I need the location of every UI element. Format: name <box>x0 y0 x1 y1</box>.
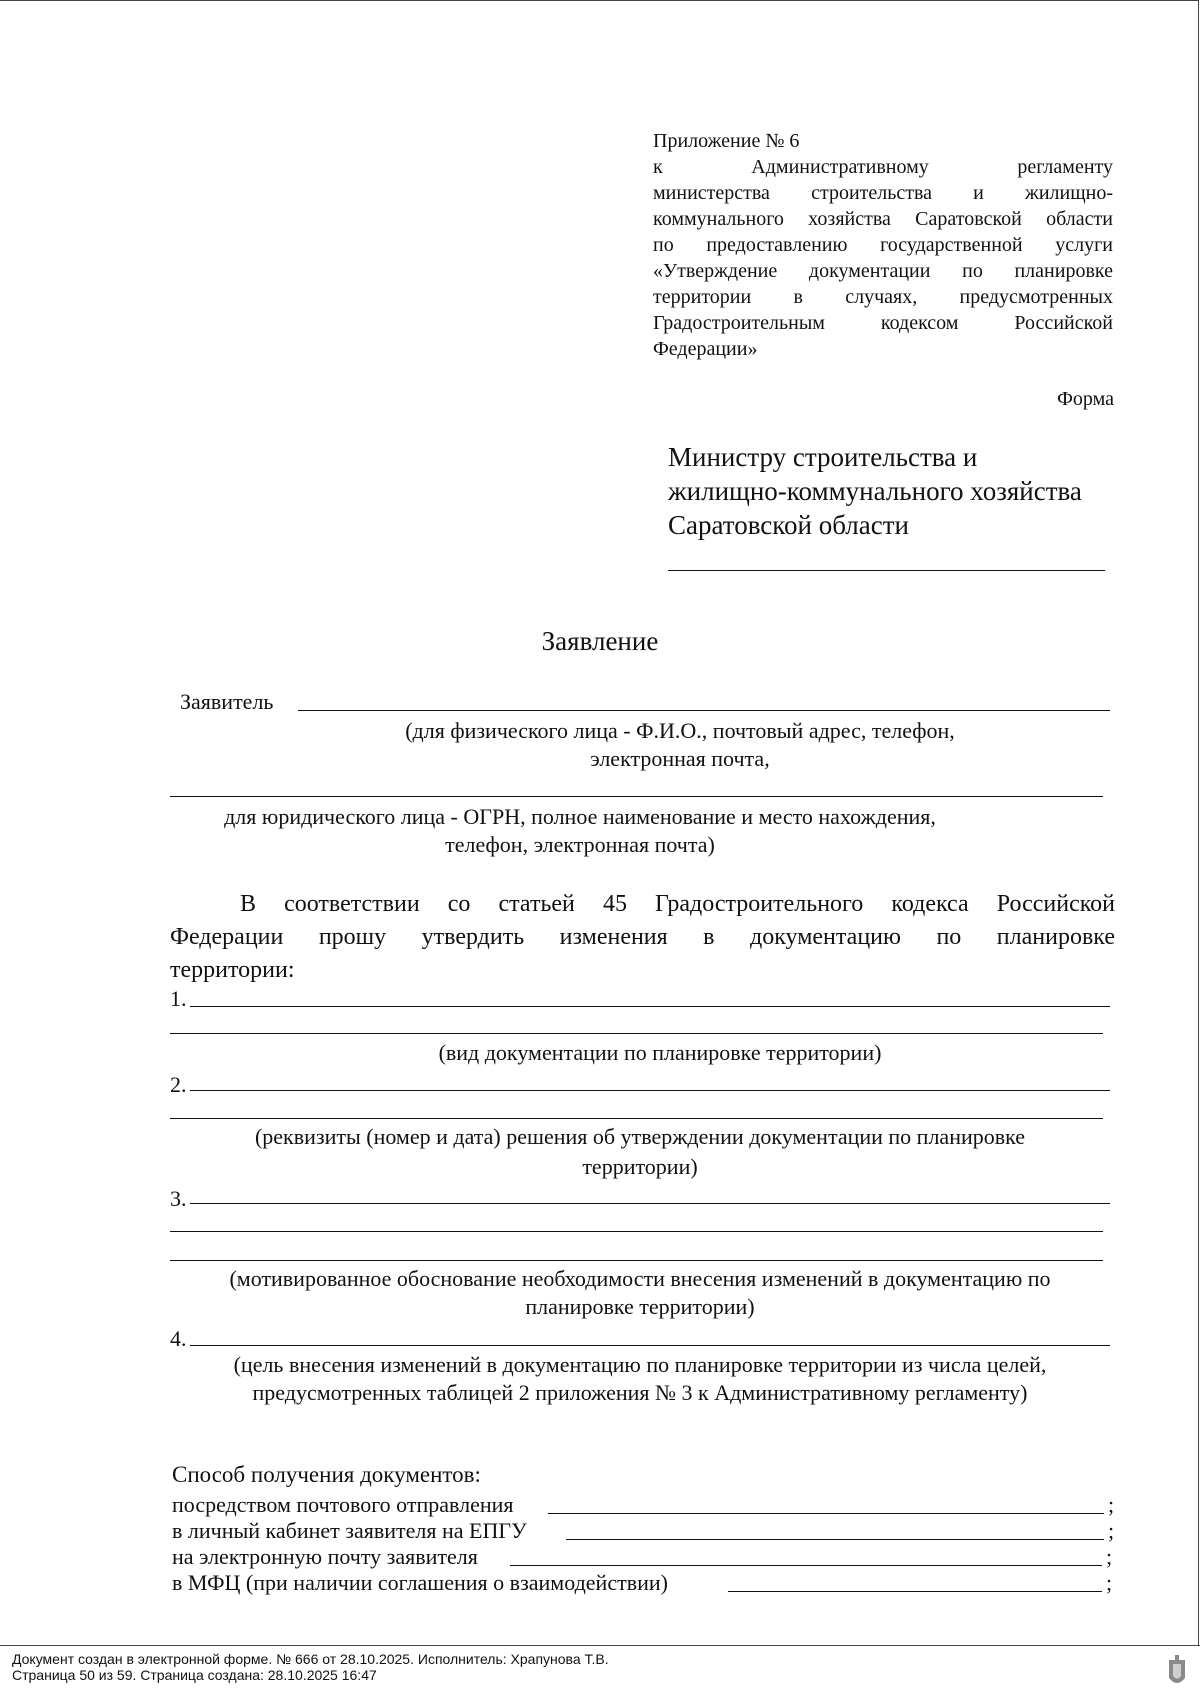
applicant-hint: для юридического лица - ОГРН, полное наименование и место нахождения, <box>224 804 936 829</box>
request-line: Федерации прошу утвердить изменения в документацию по планировке <box>170 924 1115 950</box>
delivery-mfc-field[interactable] <box>728 1591 1102 1592</box>
annex-line: территории в случаях, предусмотренных <box>653 286 1113 308</box>
item-hint: (вид документации по планировке территории) <box>438 1040 882 1065</box>
request-line: территории: <box>170 957 295 983</box>
applicant-hint: телефон, электронная почта) <box>445 832 715 857</box>
item-hint: (мотивированное обоснование необходимости внесения изменений в документацию по <box>229 1266 1051 1291</box>
request-line: В соответствии со статьей 45 Градостроительного кодекса Российской <box>240 891 1115 917</box>
annex-line: коммунального хозяйства Саратовской области <box>653 208 1113 230</box>
delivery-email-field[interactable] <box>510 1565 1102 1566</box>
footer-bar <box>0 1645 1200 1699</box>
item-2-field-2[interactable] <box>170 1118 1103 1119</box>
item-hint: территории) <box>582 1154 698 1179</box>
item-hint: (реквизиты (номер и дата) решения об утверждении документации по планировке <box>254 1124 1026 1149</box>
addressee-line: жилищно-коммунального хозяйства <box>668 476 1082 506</box>
item-1-field[interactable] <box>190 1006 1110 1007</box>
delivery-terminator: ; <box>1108 1492 1115 1517</box>
item-1-field-2[interactable] <box>170 1033 1103 1034</box>
delivery-post-field[interactable] <box>548 1513 1104 1514</box>
addressee-block <box>668 440 1082 542</box>
form-label: Форма <box>1057 388 1114 410</box>
item-number: 1. <box>170 986 187 1011</box>
coat-of-arms-icon <box>1166 1654 1188 1692</box>
item-hint: планировке территории) <box>525 1294 755 1319</box>
annex-number: Приложение № 6 <box>653 130 800 152</box>
item-3-field-3[interactable] <box>170 1260 1103 1261</box>
item-number: 4. <box>170 1326 187 1351</box>
annex-line: к Административному регламенту <box>653 156 1113 178</box>
annex-header <box>653 128 1113 362</box>
item-number: 2. <box>170 1072 187 1097</box>
annex-line: министерства строительства и жилищно- <box>653 182 1113 204</box>
request-paragraph <box>170 888 1115 987</box>
applicant-field[interactable] <box>298 710 1110 711</box>
item-hint: (цель внесения изменений в документацию по планировке территории из числа целей, <box>233 1352 1047 1377</box>
delivery-terminator: ; <box>1108 1518 1115 1543</box>
applicant-label: Заявитель <box>180 689 274 714</box>
delivery-option-email: на электронную почту заявителя <box>172 1544 478 1569</box>
item-3-field-2[interactable] <box>170 1231 1103 1232</box>
addressee-line: Саратовской области <box>668 510 909 540</box>
applicant-hint: (для физического лица - Ф.И.О., почтовый адрес, телефон, <box>405 718 955 743</box>
delivery-option-epgu: в личный кабинет заявителя на ЕПГУ <box>172 1518 527 1543</box>
delivery-heading: Способ получения документов: <box>172 1462 481 1487</box>
delivery-terminator: ; <box>1106 1570 1113 1595</box>
item-2-field[interactable] <box>190 1090 1110 1091</box>
delivery-option-post: посредством почтового отправления <box>172 1492 514 1517</box>
applicant-field-2[interactable] <box>170 796 1103 797</box>
addressee-signature-line[interactable] <box>668 570 1105 571</box>
delivery-option-mfc: в МФЦ (при наличии соглашения о взаимодействии) <box>172 1570 668 1595</box>
annex-line: Федерации» <box>653 338 758 360</box>
item-4-field[interactable] <box>190 1345 1110 1346</box>
annex-line: Градостроительным кодексом Российской <box>653 312 1113 334</box>
addressee-line: Министру строительства и <box>668 442 978 472</box>
document-title: Заявление <box>541 626 659 656</box>
applicant-hint: электронная почта, <box>590 746 770 771</box>
annex-line: по предоставлению государственной услуги <box>653 234 1113 256</box>
annex-line: «Утверждение документации по планировке <box>653 260 1113 282</box>
item-number: 3. <box>170 1186 187 1211</box>
footer-line: Документ создан в электронной форме. № 666 от 28.10.2025. Исполнитель: Храпунова Т.В. <box>12 1651 609 1667</box>
delivery-epgu-field[interactable] <box>566 1539 1104 1540</box>
item-3-field[interactable] <box>190 1203 1110 1204</box>
delivery-terminator: ; <box>1106 1544 1113 1569</box>
footer-line: Страница 50 из 59. Страница создана: 28.10.2025 16:47 <box>12 1667 377 1683</box>
item-hint: предусмотренных таблицей 2 приложения № 3 к Административному регламенту) <box>252 1380 1028 1405</box>
